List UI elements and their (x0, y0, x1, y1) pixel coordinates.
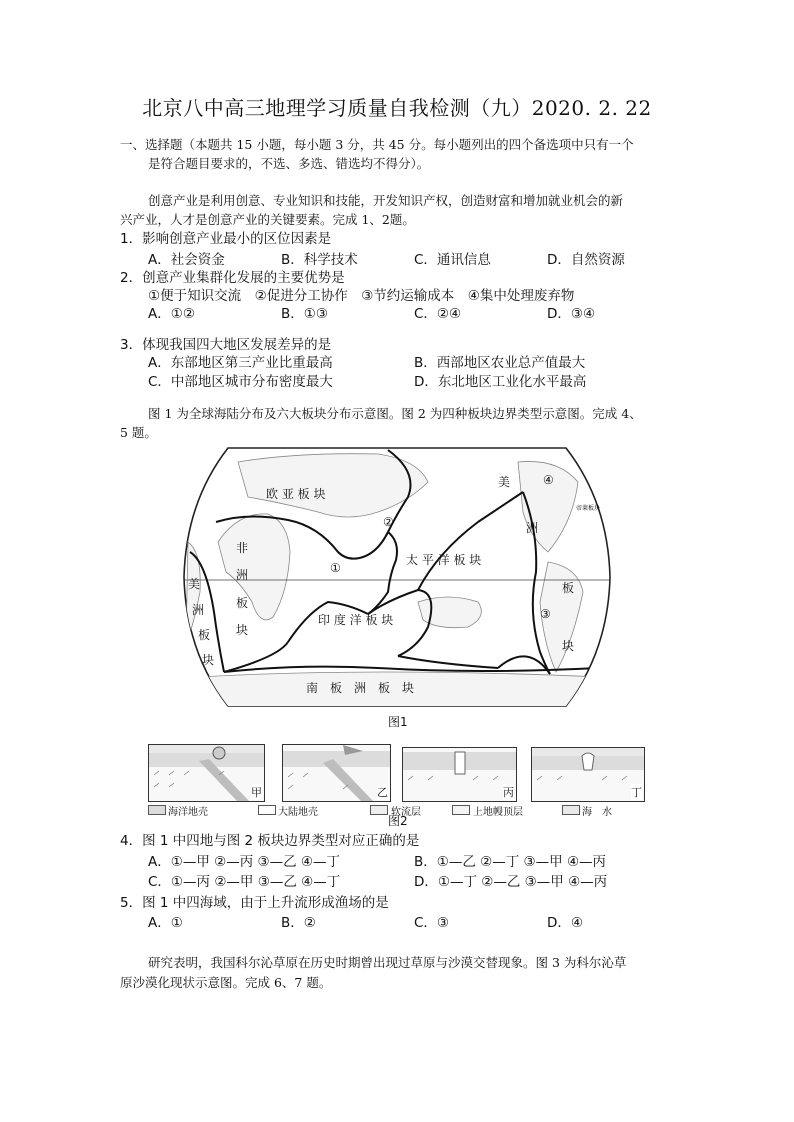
legend-swatch-ocean-crust (148, 805, 166, 815)
label-american-plate-left-2: 洲 (192, 603, 205, 617)
label-pacific-plate: 太 平 洋 板 块 (406, 553, 482, 567)
section-jia (148, 744, 265, 802)
question-1-option-c: C．通讯信息 (414, 252, 491, 268)
marker-4: ④ (543, 473, 554, 487)
label-african-plate-3: 板 (236, 596, 249, 610)
label-american-plate-right-1: 板 (562, 581, 575, 595)
legend-continental-crust: 大陆地壳 (278, 807, 318, 818)
question-2-option-b: B．①③ (281, 306, 328, 322)
figure-2-caption: 图2 (388, 814, 408, 828)
question-4-option-c: C．①—丙 ②—甲 ③—乙 ④—丁 (148, 874, 341, 890)
section-heading-line2: 是符合题目要求的，不选、多选、错选均不得分）。 (148, 156, 430, 171)
question-5-option-a: A．① (148, 915, 183, 931)
label-african-plate-2: 洲 (236, 568, 249, 582)
label-indian-plate: 印 度 洋 板 块 (318, 613, 394, 627)
question-1-option-a: A．社会资金 (148, 252, 225, 268)
intro-paragraph-3-line1: 研究表明，我国科尔沁草原在历史时期曾出现过草原与沙漠交替现象。图 3 为科尔沁草 (148, 955, 627, 970)
question-4-option-b: B．①—乙 ②—丁 ③—甲 ④—丙 (414, 854, 607, 870)
legend-swatch-upper-mantle (452, 805, 470, 815)
question-4-option-d: D．①—丁 ②—乙 ③—甲 ④—丙 (414, 874, 608, 890)
question-3-option-b: B．西部地区农业总产值最大 (414, 355, 586, 371)
question-2-option-c: C．②④ (414, 306, 462, 322)
section-label-yi: 乙 (377, 786, 388, 799)
intro-paragraph-1-line1: 创意产业是利用创意、专业知识和技能，开发知识产权，创造财富和增加就业机会的新 (148, 193, 624, 208)
legend-swatch-seawater (562, 805, 580, 815)
marker-2: ② (383, 515, 394, 529)
question-3-option-a: A．东部地区第三产业比重最高 (148, 355, 333, 371)
legend-ocean-crust: 海洋地壳 (168, 807, 208, 818)
label-american-plate-top-1: 美 (498, 475, 511, 489)
marker-1: ① (330, 561, 341, 575)
section-heading-line1: 一、选择题（本题共 15 小题，每小题 3 分，共 45 分。每小题列出的四个备选项中只有一个 (120, 137, 634, 152)
intro-paragraph-3-line2: 原沙漠化现状示意图。完成 6、7 题。 (120, 975, 332, 990)
question-1-option-d: D．自然资源 (547, 252, 625, 268)
question-3-stem: 3．体现我国四大地区发展差异的是 (120, 337, 332, 353)
question-5-option-d: D．④ (547, 915, 583, 931)
label-eurasian-plate: 欧 亚 板 块 (266, 487, 326, 501)
section-ding (531, 747, 645, 802)
intro-paragraph-2-line1: 图 1 为全球海陆分布及六大板块分布示意图。图 2 为四种板块边界类型示意图。完成 4、 (148, 406, 642, 421)
section-label-jia: 甲 (251, 786, 262, 799)
question-1-stem: 1．影响创意产业最小的区位因素是 (120, 231, 332, 247)
legend-upper-mantle: 上地幔顶层 (473, 807, 523, 818)
section-label-bing: 丙 (503, 786, 514, 799)
question-5-stem: 5．图 1 中四海域，由于上升流形成渔场的是 (120, 895, 389, 911)
question-2-option-a: A．①② (148, 306, 195, 322)
label-african-plate-1: 非 (236, 541, 249, 555)
question-2-option-d: D．③④ (547, 306, 596, 322)
question-4-option-a: A．①—甲 ②—丙 ③—乙 ④—丁 (148, 854, 341, 870)
question-2-items: ①便于知识交流 ②促进分工协作 ③节约运输成本 ④集中处理废弃物 (148, 288, 575, 304)
figure-1-caption: 图1 (388, 715, 408, 729)
label-african-plate-4: 块 (236, 623, 249, 637)
label-antarctic-plate: 南 板 洲 板 块 (306, 681, 415, 695)
label-american-plate-top-2: 洲 (526, 521, 539, 535)
legend-asthenosphere: 软流层 (391, 807, 421, 818)
question-1-option-b: B．科学技术 (281, 252, 358, 268)
label-caribbean-plate: 帝莱板块 (576, 505, 601, 512)
question-3-option-c: C．中部地区城市分布密度最大 (148, 374, 333, 390)
intro-paragraph-1-line2: 兴产业，人才是创意产业的关键要素。完成 1、2题。 (120, 212, 415, 227)
label-american-plate-left-1: 美 (188, 577, 201, 591)
section-yi (282, 744, 391, 802)
question-5-option-b: B．② (281, 915, 316, 931)
marker-3: ③ (540, 607, 551, 621)
legend-swatch-asthenosphere (370, 805, 388, 815)
plate-map-figure (178, 442, 616, 712)
legend-swatch-continental-crust (258, 805, 276, 815)
intro-paragraph-2-line2: 5 题。 (120, 425, 157, 440)
section-bing (402, 747, 517, 802)
question-2-stem: 2．创意产业集群化发展的主要优势是 (120, 270, 345, 286)
question-4-stem: 4．图 1 中四地与图 2 板块边界类型对应正确的是 (120, 833, 420, 849)
legend-seawater: 海 水 (582, 807, 612, 818)
section-label-ding: 丁 (631, 786, 642, 799)
label-american-plate-left-4: 块 (202, 653, 215, 667)
label-american-plate-left-3: 板 (198, 628, 211, 642)
question-3-option-d: D．东北地区工业化水平最高 (414, 374, 587, 390)
question-5-option-c: C．③ (414, 915, 450, 931)
plate-map (178, 442, 616, 712)
label-american-plate-right-2: 块 (562, 639, 575, 653)
page-title: 北京八中高三地理学习质量自我检测（九）2020. 2. 22 (142, 96, 652, 120)
